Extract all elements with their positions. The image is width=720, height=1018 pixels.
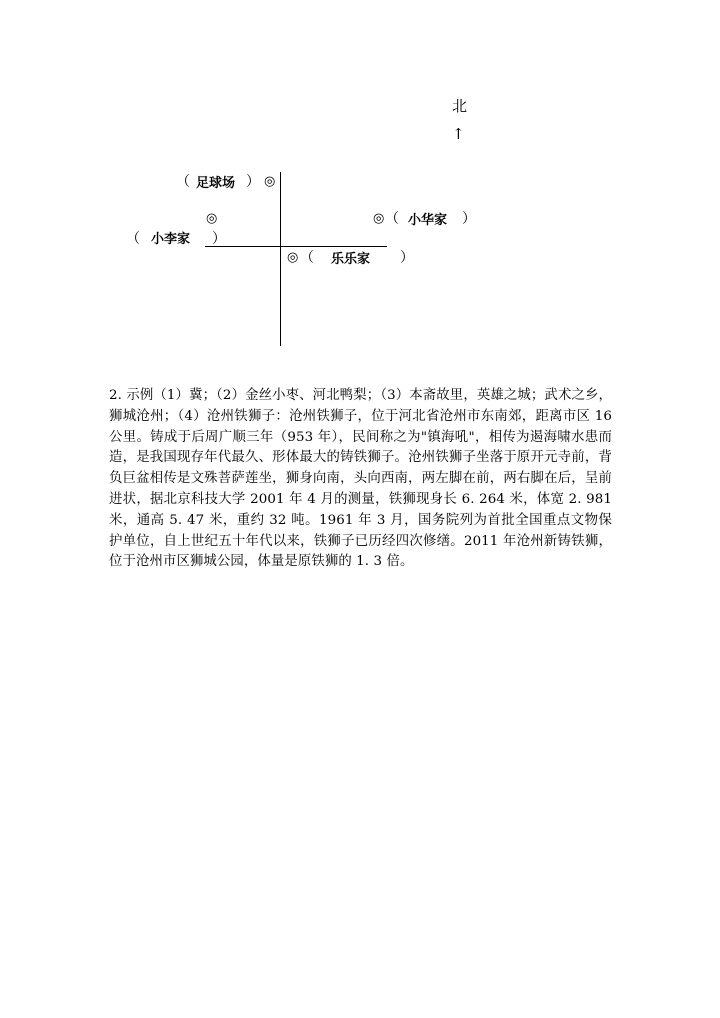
open-paren: （: [300, 250, 314, 266]
close-paren: ）: [246, 174, 260, 190]
lele-marker-icon: ◎: [287, 250, 299, 265]
open-paren: （: [126, 231, 140, 247]
place-name-football: 足球场: [196, 176, 236, 191]
close-paren: ）: [400, 250, 414, 266]
close-paren: ）: [462, 211, 476, 227]
horizontal-axis: [205, 246, 387, 247]
answer-paragraph: 2. 示例（1）冀；（2）金丝小枣、河北鸭梨；（3）本斋故里，英雄之城；武术之乡，狮城沧州；（4）沧州铁狮子：沧州铁狮子，位于河北省沧州市东南郊，距离市区 16 公里。铸成于后周广顺三年（953 年），民间称之为"镇海吼"，相传为遏海啸水患而造，是我国现存年代最久、形体最大的铸铁狮子。沧州铁狮子坐落于原开元寺前，背负巨盆相传是文殊菩萨莲坐，狮身向南，头向西南，两左脚在前，两右脚在后，呈前进状，据北京科技大学 2001 年 4 月的测量，铁狮现身长 6. 264 米，体宽 2. 981 米，通高 5. 47 米，重约 32 吨。1961 年 3 月，国务院列为首批全国重点文物保护单位，自上世纪五十年代以来，铁狮子已历经四次修缮。2011 年沧州新铸铁狮，位于沧州市区狮城公园，体量是原铁狮的 1. 3 倍。: [109, 388, 612, 570]
north-label: 北: [452, 97, 468, 115]
place-name-xiaohua: 小华家: [408, 213, 448, 228]
open-paren: （: [385, 211, 399, 227]
north-arrow-icon: ↑: [452, 125, 465, 143]
place-name-xiaoli: 小李家: [151, 232, 191, 247]
vertical-axis: [280, 172, 281, 346]
place-name-lele: 乐乐家: [331, 252, 371, 267]
xiaoli-marker-icon: ◎: [206, 211, 218, 226]
xiaohua-marker-icon: ◎: [373, 211, 385, 226]
position-diagram: [0, 0, 720, 360]
close-paren: ）: [212, 231, 226, 247]
open-paren: （: [176, 174, 190, 190]
football-marker-icon: ◎: [264, 174, 276, 189]
